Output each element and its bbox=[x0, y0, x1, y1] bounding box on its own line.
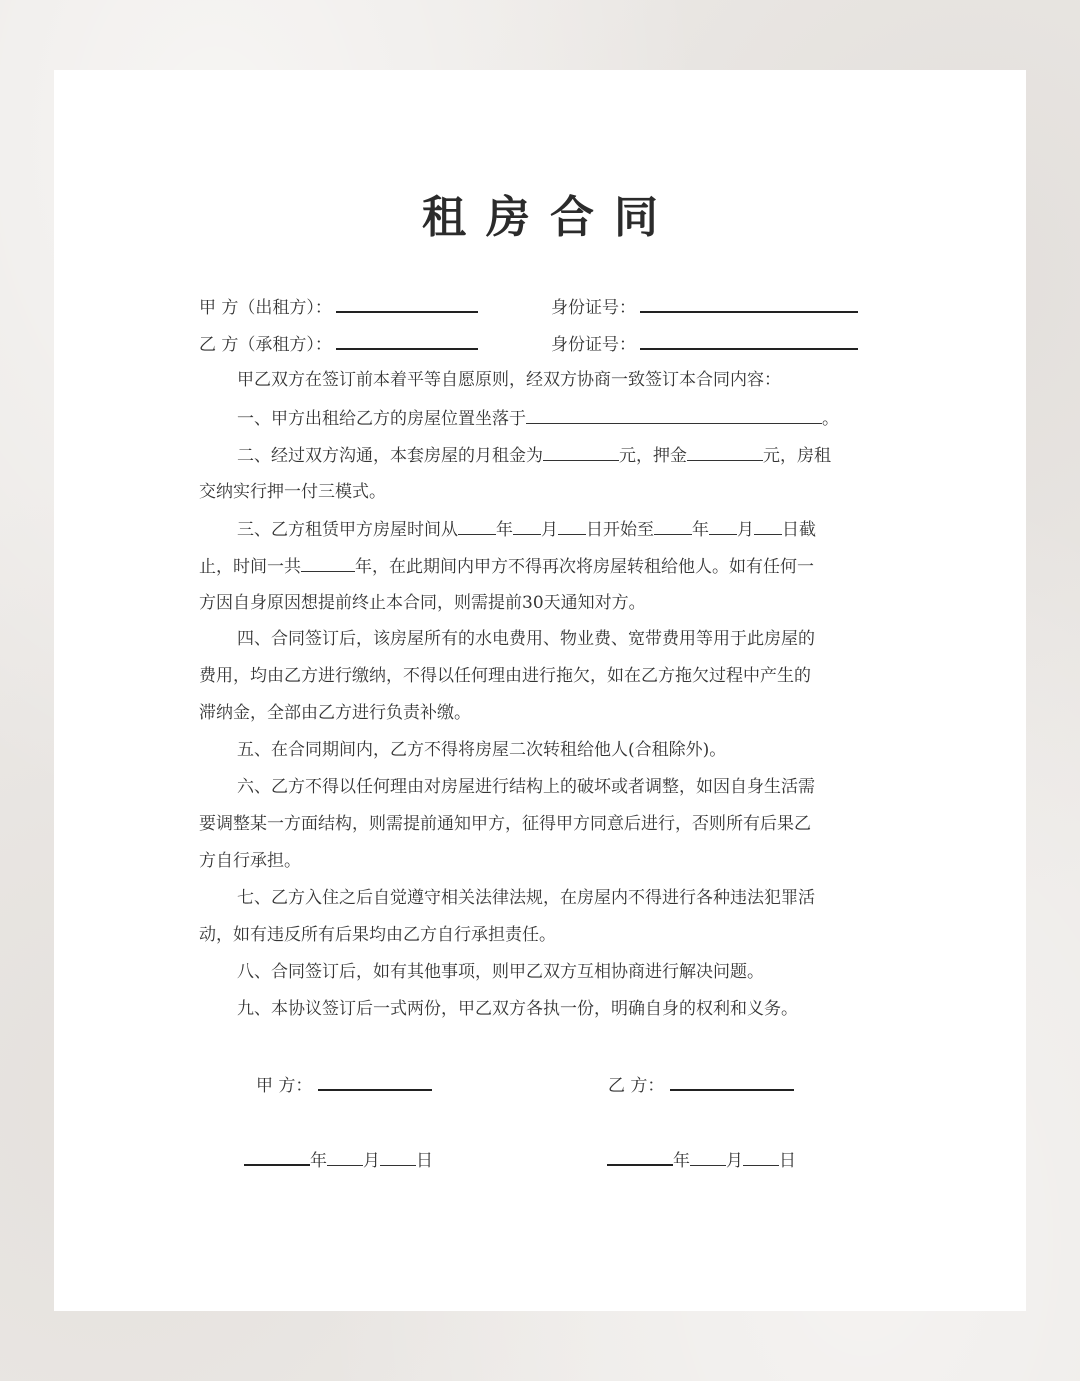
sign-date-b bbox=[607, 1146, 796, 1173]
clause-9: 九、本协议签订后一式两份，甲乙双方各执一份，明确自身的权利和义务。 bbox=[237, 999, 798, 1019]
clause-3-line-1 bbox=[237, 516, 816, 542]
rent-blank bbox=[543, 442, 619, 461]
date-a-month-blank bbox=[327, 1147, 363, 1166]
clause-8: 八、合同签订后，如有其他事项，则甲乙双方互相协商进行解决问题。 bbox=[237, 962, 764, 982]
end-day-blank bbox=[754, 516, 782, 535]
end-month-blank bbox=[709, 516, 737, 535]
date-a-month-label: 月 bbox=[363, 1151, 380, 1171]
clause-7-line-1: 七、乙方入住之后自觉遵守相关法律法规，在房屋内不得进行各种违法犯罪活 bbox=[237, 888, 815, 908]
clause-6-line-2: 要调整某一方面结构，则需提前通知甲方，征得甲方同意后进行，否则所有后果乙 bbox=[199, 814, 811, 834]
date-b-day-blank bbox=[743, 1147, 779, 1166]
sign-party-a-label: 甲 方： bbox=[256, 1076, 313, 1096]
sign-party-b bbox=[608, 1071, 794, 1098]
clause-3-line-2 bbox=[199, 553, 814, 579]
sign-party-b-blank bbox=[670, 1071, 794, 1091]
intro-paragraph: 甲乙双方在签订前本着平等自愿原则，经双方协商一致签订本合同内容： bbox=[237, 370, 781, 390]
sign-date-a bbox=[244, 1146, 433, 1173]
clause-3-text-h: 止，时间一共 bbox=[199, 557, 301, 577]
clause-3-text-c: 月 bbox=[541, 520, 558, 540]
party-b-id-blank bbox=[640, 330, 858, 350]
date-a-year-blank bbox=[244, 1146, 310, 1166]
clause-1 bbox=[237, 405, 839, 431]
clause-7-line-2: 动，如有违反所有后果均由乙方自行承担责任。 bbox=[199, 925, 556, 945]
date-b-day-label: 日 bbox=[779, 1151, 796, 1171]
clause-4-line-3: 滞纳金，全部由乙方进行负责补缴。 bbox=[199, 703, 471, 723]
clause-3-text-a: 三、乙方租赁甲方房屋时间从 bbox=[237, 520, 458, 540]
clause-3-text-b: 年 bbox=[496, 520, 513, 540]
start-month-blank bbox=[513, 516, 541, 535]
start-year-blank bbox=[458, 516, 496, 535]
start-day-blank bbox=[558, 516, 586, 535]
date-b-year-label: 年 bbox=[673, 1151, 690, 1171]
clause-3-text-i: 年，在此期间内甲方不得再次将房屋转租给他人。如有任何一 bbox=[355, 557, 814, 577]
date-b-year-blank bbox=[607, 1146, 673, 1166]
clause-6-line-1: 六、乙方不得以任何理由对房屋进行结构上的破坏或者调整，如因自身生活需 bbox=[237, 777, 815, 797]
date-a-day-blank bbox=[380, 1147, 416, 1166]
sign-party-b-label: 乙 方： bbox=[608, 1076, 665, 1096]
party-b-line bbox=[199, 330, 478, 357]
clause-2-text-a: 二、经过双方沟通，本套房屋的月租金为 bbox=[237, 446, 543, 466]
date-a-year-label: 年 bbox=[310, 1151, 327, 1171]
clause-3-text-d: 日开始至 bbox=[586, 520, 654, 540]
clause-1-text: 一、甲方出租给乙方的房屋位置坐落于 bbox=[237, 409, 526, 429]
date-a-day-label: 日 bbox=[416, 1151, 433, 1171]
clause-3-text-g: 日截 bbox=[782, 520, 816, 540]
date-b-month-blank bbox=[690, 1147, 726, 1166]
duration-blank bbox=[301, 553, 355, 572]
sign-party-a-blank bbox=[318, 1071, 432, 1091]
clause-3-line-3: 方因自身原因想提前终止本合同，则需提前30天通知对方。 bbox=[199, 593, 646, 613]
clause-1-end: 。 bbox=[822, 409, 839, 429]
page-title: 租房合同 bbox=[422, 192, 678, 243]
date-b-month-label: 月 bbox=[726, 1151, 743, 1171]
sign-party-a bbox=[256, 1071, 432, 1098]
party-a-line bbox=[199, 293, 478, 320]
party-a-id-line bbox=[551, 293, 858, 320]
party-b-label: 乙 方（承租方）： bbox=[199, 335, 332, 355]
party-a-id-blank bbox=[640, 293, 858, 313]
deposit-blank bbox=[687, 442, 763, 461]
end-year-blank bbox=[654, 516, 692, 535]
party-a-name-blank bbox=[336, 293, 478, 313]
clause-4-line-1: 四、合同签订后，该房屋所有的水电费用、物业费、宽带费用等用于此房屋的 bbox=[237, 629, 815, 649]
party-a-label: 甲 方（出租方）： bbox=[199, 298, 332, 318]
clause-3-text-e: 年 bbox=[692, 520, 709, 540]
contract-paper bbox=[54, 70, 1026, 1311]
party-b-id-line bbox=[551, 330, 858, 357]
clause-2-text-c: 元，房租 bbox=[763, 446, 831, 466]
clause-4-line-2: 费用，均由乙方进行缴纳，不得以任何理由进行拖欠，如在乙方拖欠过程中产生的 bbox=[199, 666, 811, 686]
clause-2-line-2: 交纳实行押一付三模式。 bbox=[199, 482, 386, 502]
location-blank bbox=[526, 405, 822, 424]
clause-5: 五、在合同期间内，乙方不得将房屋二次转租给他人(合租除外)。 bbox=[237, 740, 727, 760]
clause-6-line-3: 方自行承担。 bbox=[199, 851, 301, 871]
party-b-id-label: 身份证号： bbox=[551, 335, 636, 355]
clause-2-text-b: 元，押金 bbox=[619, 446, 687, 466]
clause-3-text-f: 月 bbox=[737, 520, 754, 540]
party-a-id-label: 身份证号： bbox=[551, 298, 636, 318]
clause-2-line-1 bbox=[237, 442, 831, 468]
party-b-name-blank bbox=[336, 330, 478, 350]
